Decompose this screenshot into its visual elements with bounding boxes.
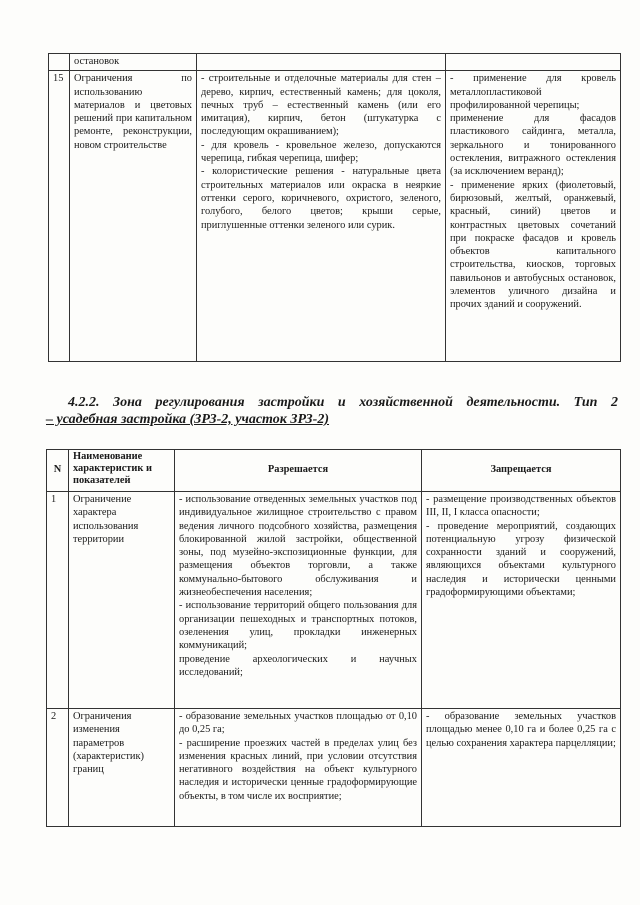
table-cell (446, 54, 621, 71)
allowed-item: - для кровель - кровельное железо, допускаются черепица, гибкая черепица, шифер; (201, 139, 441, 165)
zone-rules-table (46, 449, 621, 827)
forbidden-cell (422, 709, 621, 827)
param-cell: Ограничение характера использования территории (69, 492, 175, 709)
forbidden-cell (422, 492, 621, 709)
param-cell: Ограничения по использованию материалов и цветовых решений при капитальном ремонте, реконструкции, новом строительстве (70, 71, 197, 362)
allowed-item: - колористические решения - натуральные цвета строительных материалов или окраска в неяркие оттенки серого, коричневого, охристого, зеленого, голубого, белого цветов; крыши серые, приглушенные оттенки зеленого или сурик. (201, 166, 441, 231)
restrictions-table-continued (48, 53, 621, 362)
allowed-item: проведение археологических и научных исследований; (179, 653, 417, 678)
table-row (47, 492, 621, 709)
param-cell: Ограничения изменения параметров (характеристик) границ (69, 709, 175, 827)
section-heading-line1: 4.2.2. Зона регулирования застройки и хозяйственной деятельности. Тип 2 (68, 395, 618, 410)
row-number: 2 (47, 709, 69, 827)
column-header-num: N (47, 450, 69, 492)
allowed-item: - расширение проезжих частей в пределах улиц без изменения красных линий, при условии отсутствия негативного воздействия на объект культурного наследия и исторически ценные градоформирующие объекты, в том числе их восприятие; (179, 737, 417, 802)
column-header-allowed: Разрешается (175, 450, 422, 492)
table-cell (49, 54, 70, 71)
column-header-forbidden: Запрещается (422, 450, 621, 492)
forbidden-item: - образование земельных участков площадью менее 0,10 га и более 0,25 га с целью сохранения характера парцелляции; (426, 711, 616, 749)
section-heading-line2-text: – усадебная застройка (ЗРЗ-2, участок ЗРЗ-2) (46, 412, 330, 427)
row-number: 1 (47, 492, 69, 709)
section-heading (46, 394, 618, 428)
table-cell (197, 54, 446, 71)
table-row (49, 71, 621, 362)
column-header-param: Наименование характеристик и показателей (69, 450, 175, 492)
section-heading-line2 (46, 411, 618, 428)
forbidden-item: - применение ярких (фиолетовый, бирюзовый, желтый, оранжевый, красный, синий) цветов и контрастных цветовых сочетаний при покраске фасадов и кровель объектов капитального строительства, киосков, торговых павильонов и автобусных остановок, элементов уличного дизайна и прочих зданий и сооружений. (450, 179, 616, 311)
table-header-row (47, 450, 621, 492)
forbidden-item: - размещение производственных объектов III, II, I класса опасности; (426, 494, 616, 519)
forbidden-item: - проведение мероприятий, создающих потенциальную угрозу физической сохранности зданий и сооружений, являющихся объектами культурного наследия и исторически ценными градоформирующими объектами; (426, 520, 616, 599)
allowed-item: - использование территорий общего пользования для организации пешеходных и транспортных потоков, озеленения улиц, прокладки инженерных коммуникаций; (179, 600, 417, 652)
allowed-cell (175, 709, 422, 827)
allowed-cell (175, 492, 422, 709)
allowed-cell (197, 71, 446, 362)
forbidden-item: применение для фасадов пластикового сайдинга, металла, зеркального и тонированного остекления, витражного остекления (за исключением веранд); (450, 113, 616, 178)
table-row (47, 709, 621, 827)
forbidden-item: - применение для кровель металлопластиковой профилированной черепицы; (450, 73, 616, 111)
allowed-item: - строительные и отделочные материалы для стен – дерево, кирпич, естественный камень; для цоколя, печных труб – естественный камень (или его имитация), кирпич, бетон (штукатурка с последующим окрашиванием); (201, 73, 441, 138)
param-cell: остановок (70, 54, 197, 71)
forbidden-cell (446, 71, 621, 362)
allowed-item: - использование отведенных земельных участков под индивидуальное жилищное строительство с правом ведения личного подсобного хозяйства, размещения блокированной жилой застройки, общественной зоны, под музейно-экспозиционные функции, для размещения объектов торговли, а также коммунально-бытового обслуживания и жизнеобеспечения населения; (179, 494, 417, 599)
allowed-item: - образование земельных участков площадью от 0,10 до 0,25 га; (179, 711, 417, 736)
table-row (49, 54, 621, 71)
row-number: 15 (49, 71, 70, 362)
